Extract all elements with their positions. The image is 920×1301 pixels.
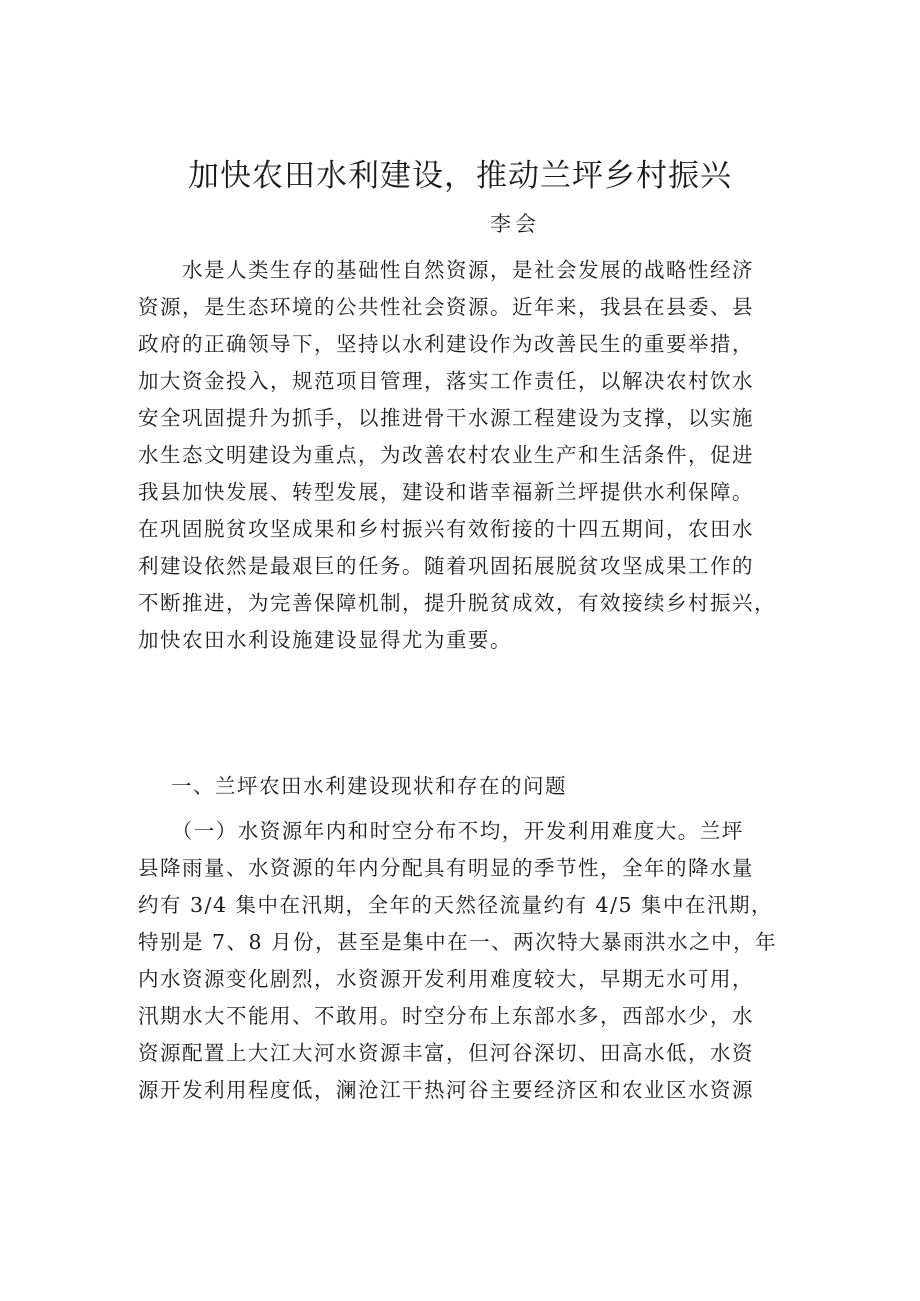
text-line: 水是人类生存的基础性自然资源，是社会发展的战略性经济 [138, 258, 754, 282]
document-title: 加快农田水利建设，推动兰坪乡村振兴 [188, 158, 732, 194]
text-line: 约有 3/4 集中在汛期，全年的天然径流量约有 4/5 集中在汛期， [138, 893, 774, 917]
text-line: 特别是 7、8 月份，甚至是集中在一、两次特大暴雨洪水之中，年 [138, 930, 778, 954]
text-line: 县降雨量、水资源的年内分配具有明显的季节性，全年的降水量 [138, 856, 754, 880]
text-line: 源开发利用程度低，澜沧江干热河谷主要经济区和农业区水资源 [138, 1078, 754, 1102]
intro-paragraph [138, 252, 790, 659]
text-line: 资源，是生态环境的公共性社会资源。近年来，我县在县委、县 [138, 295, 754, 319]
text-line: 加快农田水利设施建设显得尤为重要。 [138, 628, 512, 652]
text-line: 安全巩固提升为抓手，以推进骨干水源工程建设为支撑，以实施 [138, 406, 754, 430]
text-line: 不断推进，为完善保障机制，提升脱贫成效，有效接续乡村振兴， [138, 591, 776, 615]
section-heading: 一、兰坪农田水利建设现状和存在的问题 [171, 774, 567, 798]
text-line: 政府的正确领导下，坚持以水利建设作为改善民生的重要举措， [138, 332, 754, 356]
text-line: （一）水资源年内和时空分布不均，开发利用难度大。兰坪 [138, 819, 744, 843]
text-line: 内水资源变化剧烈，水资源开发利用难度较大，早期无水可用， [138, 967, 754, 991]
text-line: 利建设依然是最艰巨的任务。随着巩固拓展脱贫攻坚成果工作的 [138, 554, 754, 578]
text-line: 在巩固脱贫攻坚成果和乡村振兴有效衔接的十四五期间，农田水 [138, 517, 754, 541]
author-name: 李会 [490, 212, 540, 236]
section-paragraph [138, 813, 790, 1109]
text-line: 我县加快发展、转型发展，建设和谐幸福新兰坪提供水利保障。 [138, 480, 754, 504]
text-line: 加大资金投入，规范项目管理，落实工作责任，以解决农村饮水 [138, 369, 754, 393]
text-line: 汛期水大不能用、不敢用。时空分布上东部水多，西部水少，水 [138, 1004, 754, 1028]
text-line: 资源配置上大江大河水资源丰富，但河谷深切、田高水低，水资 [138, 1041, 754, 1065]
text-line: 水生态文明建设为重点，为改善农村农业生产和生活条件，促进 [138, 443, 754, 467]
